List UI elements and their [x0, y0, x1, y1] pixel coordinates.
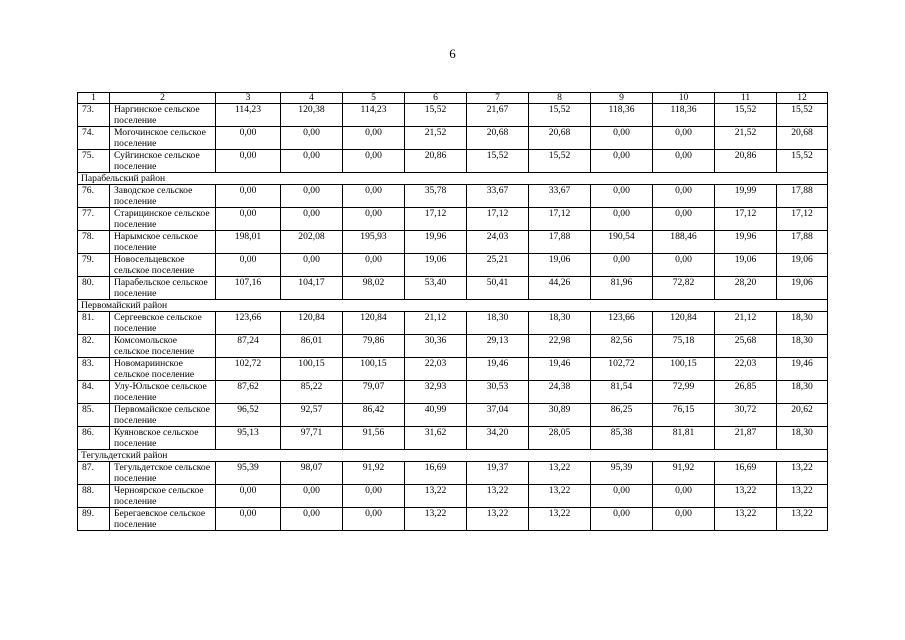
row-number: 82.: [78, 335, 110, 358]
value-cell: 19,06: [715, 254, 777, 277]
value-cell: 15,52: [777, 104, 828, 127]
value-cell: 0,00: [343, 208, 405, 231]
value-cell: 31,62: [405, 427, 467, 450]
value-cell: 202,08: [281, 231, 343, 254]
value-cell: 195,93: [343, 231, 405, 254]
value-cell: 33,67: [529, 185, 591, 208]
value-cell: 0,00: [343, 150, 405, 173]
value-cell: 81,81: [653, 427, 715, 450]
row-number: 87.: [78, 462, 110, 485]
value-cell: 0,00: [343, 254, 405, 277]
row-number: 83.: [78, 358, 110, 381]
value-cell: 20,68: [467, 127, 529, 150]
value-cell: 13,22: [467, 485, 529, 508]
value-cell: 114,23: [343, 104, 405, 127]
value-cell: 19,06: [405, 254, 467, 277]
row-number: 84.: [78, 381, 110, 404]
value-cell: 17,88: [777, 185, 828, 208]
value-cell: 0,00: [591, 208, 653, 231]
value-cell: 24,38: [529, 381, 591, 404]
value-cell: 16,69: [715, 462, 777, 485]
value-cell: 37,04: [467, 404, 529, 427]
row-number: 85.: [78, 404, 110, 427]
value-cell: 79,86: [343, 335, 405, 358]
value-cell: 81,96: [591, 277, 653, 300]
section-row: [78, 173, 828, 185]
value-cell: 91,92: [653, 462, 715, 485]
value-cell: 34,20: [467, 427, 529, 450]
value-cell: 19,37: [467, 462, 529, 485]
row-number: 81.: [78, 312, 110, 335]
column-header: 12: [777, 93, 828, 104]
value-cell: 21,87: [715, 427, 777, 450]
value-cell: 0,00: [216, 208, 281, 231]
value-cell: 26,85: [715, 381, 777, 404]
value-cell: 19,46: [467, 358, 529, 381]
value-cell: 21,12: [715, 312, 777, 335]
value-cell: 17,12: [777, 208, 828, 231]
value-cell: 17,12: [405, 208, 467, 231]
value-cell: 15,52: [405, 104, 467, 127]
value-cell: 21,67: [467, 104, 529, 127]
table-row: [78, 485, 828, 508]
table-row: [78, 104, 828, 127]
value-cell: 0,00: [343, 485, 405, 508]
value-cell: 0,00: [653, 254, 715, 277]
settlement-name: Комсомольское сельское поселение: [110, 335, 216, 358]
value-cell: 18,30: [777, 381, 828, 404]
value-cell: 120,84: [653, 312, 715, 335]
value-cell: 19,46: [777, 358, 828, 381]
row-number: 74.: [78, 127, 110, 150]
value-cell: 19,99: [715, 185, 777, 208]
value-cell: 188,46: [653, 231, 715, 254]
value-cell: 20,68: [777, 127, 828, 150]
value-cell: 13,22: [529, 485, 591, 508]
value-cell: 22,03: [715, 358, 777, 381]
column-header: 11: [715, 93, 777, 104]
value-cell: 18,30: [777, 427, 828, 450]
value-cell: 92,57: [281, 404, 343, 427]
value-cell: 0,00: [216, 127, 281, 150]
row-number: 77.: [78, 208, 110, 231]
value-cell: 13,22: [405, 508, 467, 531]
column-header: 10: [653, 93, 715, 104]
page-number: 6: [449, 46, 456, 61]
value-cell: 32,93: [405, 381, 467, 404]
row-number: 75.: [78, 150, 110, 173]
settlement-name: Суйгинское сельское поселение: [110, 150, 216, 173]
value-cell: 16,69: [405, 462, 467, 485]
column-header: 1: [78, 93, 110, 104]
value-cell: 102,72: [591, 358, 653, 381]
value-cell: 79,07: [343, 381, 405, 404]
column-header: 6: [405, 93, 467, 104]
value-cell: 87,62: [216, 381, 281, 404]
value-cell: 20,86: [405, 150, 467, 173]
table-row: [78, 127, 828, 150]
value-cell: 15,52: [715, 104, 777, 127]
value-cell: 0,00: [281, 508, 343, 531]
value-cell: 0,00: [343, 185, 405, 208]
value-cell: 18,30: [467, 312, 529, 335]
value-cell: 0,00: [591, 254, 653, 277]
value-cell: 86,25: [591, 404, 653, 427]
value-cell: 13,22: [777, 508, 828, 531]
value-cell: 0,00: [653, 485, 715, 508]
value-cell: 75,18: [653, 335, 715, 358]
table-body: [78, 93, 828, 531]
value-cell: 96,52: [216, 404, 281, 427]
value-cell: 17,12: [715, 208, 777, 231]
value-cell: 98,07: [281, 462, 343, 485]
value-cell: 72,99: [653, 381, 715, 404]
value-cell: 0,00: [591, 508, 653, 531]
data-table: [77, 92, 828, 531]
value-cell: 100,15: [653, 358, 715, 381]
value-cell: 95,39: [216, 462, 281, 485]
value-cell: 24,03: [467, 231, 529, 254]
value-cell: 0,00: [216, 150, 281, 173]
value-cell: 21,12: [405, 312, 467, 335]
value-cell: 114,23: [216, 104, 281, 127]
value-cell: 17,88: [777, 231, 828, 254]
value-cell: 86,42: [343, 404, 405, 427]
value-cell: 13,22: [777, 485, 828, 508]
value-cell: 19,06: [529, 254, 591, 277]
value-cell: 118,36: [591, 104, 653, 127]
value-cell: 13,22: [529, 508, 591, 531]
table-row: [78, 208, 828, 231]
table-row: [78, 462, 828, 485]
value-cell: 0,00: [281, 185, 343, 208]
value-cell: 102,72: [216, 358, 281, 381]
value-cell: 18,30: [777, 335, 828, 358]
value-cell: 87,24: [216, 335, 281, 358]
value-cell: 13,22: [777, 462, 828, 485]
table-row: [78, 404, 828, 427]
table-row: [78, 254, 828, 277]
value-cell: 0,00: [653, 508, 715, 531]
table-row: [78, 312, 828, 335]
row-number: 89.: [78, 508, 110, 531]
value-cell: 0,00: [281, 150, 343, 173]
value-cell: 20,62: [777, 404, 828, 427]
value-cell: 30,72: [715, 404, 777, 427]
value-cell: 0,00: [216, 254, 281, 277]
value-cell: 120,84: [343, 312, 405, 335]
value-cell: 53,40: [405, 277, 467, 300]
value-cell: 0,00: [281, 254, 343, 277]
settlement-name: Старицинское сельское поселение: [110, 208, 216, 231]
value-cell: 21,52: [715, 127, 777, 150]
value-cell: 0,00: [591, 150, 653, 173]
row-number: 76.: [78, 185, 110, 208]
value-cell: 123,66: [216, 312, 281, 335]
value-cell: 17,12: [529, 208, 591, 231]
value-cell: 40,99: [405, 404, 467, 427]
value-cell: 104,17: [281, 277, 343, 300]
value-cell: 85,22: [281, 381, 343, 404]
value-cell: 19,96: [405, 231, 467, 254]
value-cell: 28,05: [529, 427, 591, 450]
table-row: [78, 508, 828, 531]
value-cell: 28,20: [715, 277, 777, 300]
section-row: [78, 450, 828, 462]
value-cell: 86,01: [281, 335, 343, 358]
value-cell: 13,22: [467, 508, 529, 531]
value-cell: 107,16: [216, 277, 281, 300]
column-header: 3: [216, 93, 281, 104]
table-row: [78, 381, 828, 404]
value-cell: 13,22: [529, 462, 591, 485]
settlement-name: Берегаевское сельское поселение: [110, 508, 216, 531]
row-number: 79.: [78, 254, 110, 277]
table-row: [78, 335, 828, 358]
value-cell: 120,38: [281, 104, 343, 127]
value-cell: 72,82: [653, 277, 715, 300]
value-cell: 18,30: [529, 312, 591, 335]
value-cell: 0,00: [281, 485, 343, 508]
value-cell: 20,86: [715, 150, 777, 173]
settlement-name: Первомайское сельское поселение: [110, 404, 216, 427]
table-header-row: [78, 93, 828, 104]
value-cell: 15,52: [529, 104, 591, 127]
row-number: 80.: [78, 277, 110, 300]
value-cell: 19,96: [715, 231, 777, 254]
value-cell: 20,68: [529, 127, 591, 150]
value-cell: 35,78: [405, 185, 467, 208]
value-cell: 17,88: [529, 231, 591, 254]
settlement-name: Новосельцевское сельское поселение: [110, 254, 216, 277]
table-row: [78, 150, 828, 173]
value-cell: 13,22: [715, 485, 777, 508]
value-cell: 95,39: [591, 462, 653, 485]
value-cell: 30,53: [467, 381, 529, 404]
value-cell: 0,00: [216, 185, 281, 208]
column-header: 9: [591, 93, 653, 104]
column-header: 2: [110, 93, 216, 104]
settlement-name: Парабельское сельское поселение: [110, 277, 216, 300]
value-cell: 18,30: [777, 312, 828, 335]
value-cell: 81,54: [591, 381, 653, 404]
value-cell: 0,00: [653, 127, 715, 150]
section-label: Тегульдетский район: [78, 450, 828, 462]
value-cell: 22,03: [405, 358, 467, 381]
value-cell: 25,21: [467, 254, 529, 277]
value-cell: 0,00: [281, 208, 343, 231]
value-cell: 123,66: [591, 312, 653, 335]
value-cell: 0,00: [216, 485, 281, 508]
value-cell: 17,12: [467, 208, 529, 231]
column-header: 7: [467, 93, 529, 104]
value-cell: 198,01: [216, 231, 281, 254]
value-cell: 85,38: [591, 427, 653, 450]
settlement-name: Заводское сельское поселение: [110, 185, 216, 208]
value-cell: 91,92: [343, 462, 405, 485]
value-cell: 0,00: [591, 485, 653, 508]
table-row: [78, 231, 828, 254]
section-label: Парабельский район: [78, 173, 828, 185]
value-cell: 25,68: [715, 335, 777, 358]
column-header: 4: [281, 93, 343, 104]
table-row: [78, 427, 828, 450]
value-cell: 21,52: [405, 127, 467, 150]
row-number: 73.: [78, 104, 110, 127]
column-header: 8: [529, 93, 591, 104]
row-number: 88.: [78, 485, 110, 508]
value-cell: 82,56: [591, 335, 653, 358]
settlement-name: Тегульдетское сельское поселение: [110, 462, 216, 485]
value-cell: 0,00: [591, 185, 653, 208]
table-row: [78, 185, 828, 208]
value-cell: 91,56: [343, 427, 405, 450]
value-cell: 19,06: [777, 277, 828, 300]
value-cell: 98,02: [343, 277, 405, 300]
table-row: [78, 358, 828, 381]
settlement-name: Куяновское сельское поселение: [110, 427, 216, 450]
value-cell: 0,00: [653, 185, 715, 208]
value-cell: 30,36: [405, 335, 467, 358]
value-cell: 19,06: [777, 254, 828, 277]
value-cell: 0,00: [343, 127, 405, 150]
value-cell: 15,52: [777, 150, 828, 173]
value-cell: 76,15: [653, 404, 715, 427]
value-cell: 0,00: [216, 508, 281, 531]
value-cell: 22,98: [529, 335, 591, 358]
value-cell: 190,54: [591, 231, 653, 254]
value-cell: 19,46: [529, 358, 591, 381]
value-cell: 100,15: [343, 358, 405, 381]
value-cell: 0,00: [653, 150, 715, 173]
value-cell: 33,67: [467, 185, 529, 208]
settlement-name: Сергеевское сельское поселение: [110, 312, 216, 335]
value-cell: 50,41: [467, 277, 529, 300]
settlement-name: Новомариинское сельское поселение: [110, 358, 216, 381]
section-row: [78, 300, 828, 312]
value-cell: 15,52: [529, 150, 591, 173]
value-cell: 44,26: [529, 277, 591, 300]
section-label: Первомайский район: [78, 300, 828, 312]
value-cell: 118,36: [653, 104, 715, 127]
table-row: [78, 277, 828, 300]
value-cell: 13,22: [405, 485, 467, 508]
value-cell: 0,00: [591, 127, 653, 150]
value-cell: 100,15: [281, 358, 343, 381]
settlement-name: Нарымское сельское поселение: [110, 231, 216, 254]
column-header: 5: [343, 93, 405, 104]
value-cell: 0,00: [281, 127, 343, 150]
value-cell: 0,00: [653, 208, 715, 231]
value-cell: 29,13: [467, 335, 529, 358]
value-cell: 0,00: [343, 508, 405, 531]
value-cell: 15,52: [467, 150, 529, 173]
settlement-name: Черноярское сельское поселение: [110, 485, 216, 508]
row-number: 78.: [78, 231, 110, 254]
settlement-name: Наргинское сельское поселение: [110, 104, 216, 127]
row-number: 86.: [78, 427, 110, 450]
value-cell: 97,71: [281, 427, 343, 450]
settlement-name: Улу-Юльское сельское поселение: [110, 381, 216, 404]
value-cell: 30,89: [529, 404, 591, 427]
value-cell: 95,13: [216, 427, 281, 450]
value-cell: 13,22: [715, 508, 777, 531]
value-cell: 120,84: [281, 312, 343, 335]
settlement-name: Могочинское сельское поселение: [110, 127, 216, 150]
